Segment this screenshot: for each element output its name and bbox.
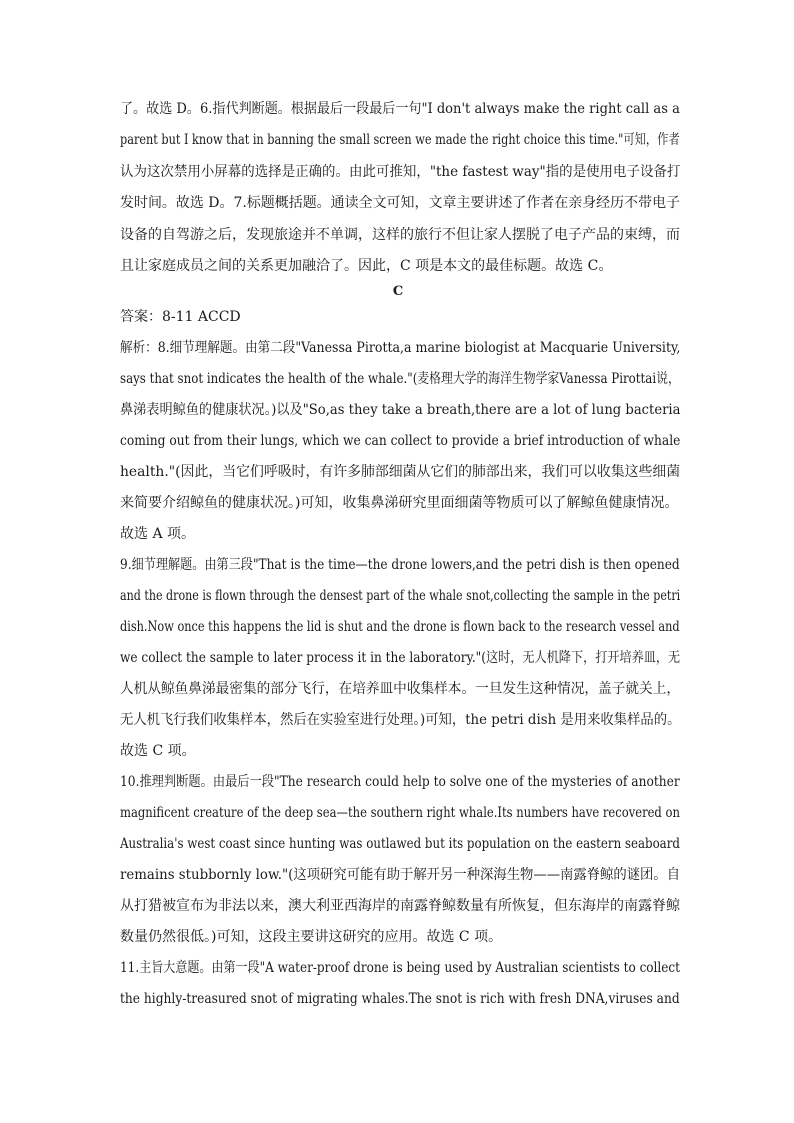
text-line: health."(因此，当它们呼吸时，有许多肺部细菌从它们的肺部出来，我们可以收集这些细菌 [120, 464, 681, 480]
text-line: 无人机飞行我们收集样本，然后在实验室进行处理。)可知，the petri dish 是用来收集样品的。 [120, 712, 681, 728]
text-line: parent but I know that in banning the small screen we made the right choice this time."可知，作者 [120, 132, 680, 148]
text-line: 发时间。故选 D。7.标题概括题。通读全文可知，文章主要讲述了作者在亲身经历不带电子 [120, 195, 681, 211]
text-line: says that snot indicates the health of the whale."(麦格理大学的海洋生物学家Vanessa Pirottai说， [120, 371, 680, 387]
text-line: Australia's west coast since hunting was outlawed but its population on the eastern seaboard [120, 836, 680, 852]
text-line: 认为这次禁用小屏幕的选择是正确的。由此可推知，"the fastest way"指的是使用电子设备打 [120, 164, 681, 180]
text-line: the highly-treasured snot of migrating whales.The snot is rich with fresh DNA,viruses and [120, 991, 680, 1007]
text-line: 故选 C 项。 [120, 743, 196, 759]
text-line: 11.主旨大意题。由第一段"A water-proof drone is being used by Australian scientists to collect [120, 960, 680, 976]
text-line: 从打猎被宣布为非法以来，澳大利亚西海岸的南露脊鲸数量有所恢复，但东海岸的南露脊鲸 [120, 898, 680, 914]
text-line: remains stubbornly low."(这项研究可能有助于解开另一种深海生物——南露脊鲸的谜团。自 [120, 867, 681, 883]
text-line: 来简要介绍鲸鱼的健康状况。)可知，收集鼻涕研究里面细菌等物质可以了解鲸鱼健康情况。 [120, 495, 679, 511]
text-line: 且让家庭成员之间的关系更加融洽了。因此，C 项是本文的最佳标题。故选 C。 [120, 258, 613, 274]
answer-line: 答案：8-11 ACCD [120, 309, 241, 325]
text-line: and the drone is flown through the densest part of the whale snot,collecting the sample in the petri [120, 588, 681, 604]
text-line: dish.Now once this happens the lid is shut and the drone is flown back to the research vessel and [120, 619, 680, 635]
text-line: 解析：8.细节理解题。由第二段"Vanessa Pirotta,a marine biologist at Macquarie University, [120, 340, 681, 356]
text-line: 人机从鲸鱼鼻涕最密集的部分飞行，在培养皿中收集样本。一旦发生这种情况，盖子就关上， [120, 681, 680, 697]
text-line: 数量仍然很低。)可知，这段主要讲这研究的应用。故选 C 项。 [120, 929, 503, 945]
text-line: magnificent creature of the deep sea—the southern right whale.Its numbers have recovered on [120, 805, 680, 821]
text-line: 10.推理判断题。由最后一段"The research could help to solve one of the mysteries of another [120, 774, 680, 790]
text-line: 鼻涕表明鲸鱼的健康状况。)以及"So,as they take a breath,there are a lot of lung bacteria [120, 402, 681, 418]
text-line: coming out from their lungs, which we can collect to provide a brief introduction of whale [120, 433, 681, 449]
section-title: C [392, 284, 404, 299]
text-line: 了。故选 D。6.指代判断题。根据最后一段最后一句"I don't always make the right call as a [120, 101, 680, 117]
text-line: 故选 A 项。 [120, 526, 196, 542]
text-line: 设备的自驾游之后，发现旅途并不单调，这样的旅行不但让家人摆脱了电子产品的束缚，而 [120, 227, 680, 243]
text-line: we collect the sample to later process it in the laboratory."(这时，无人机降下，打开培养皿，无 [120, 650, 681, 666]
text-line: 9.细节理解题。由第三段"That is the time—the drone lowers,and the petri dish is then opened [120, 557, 680, 573]
